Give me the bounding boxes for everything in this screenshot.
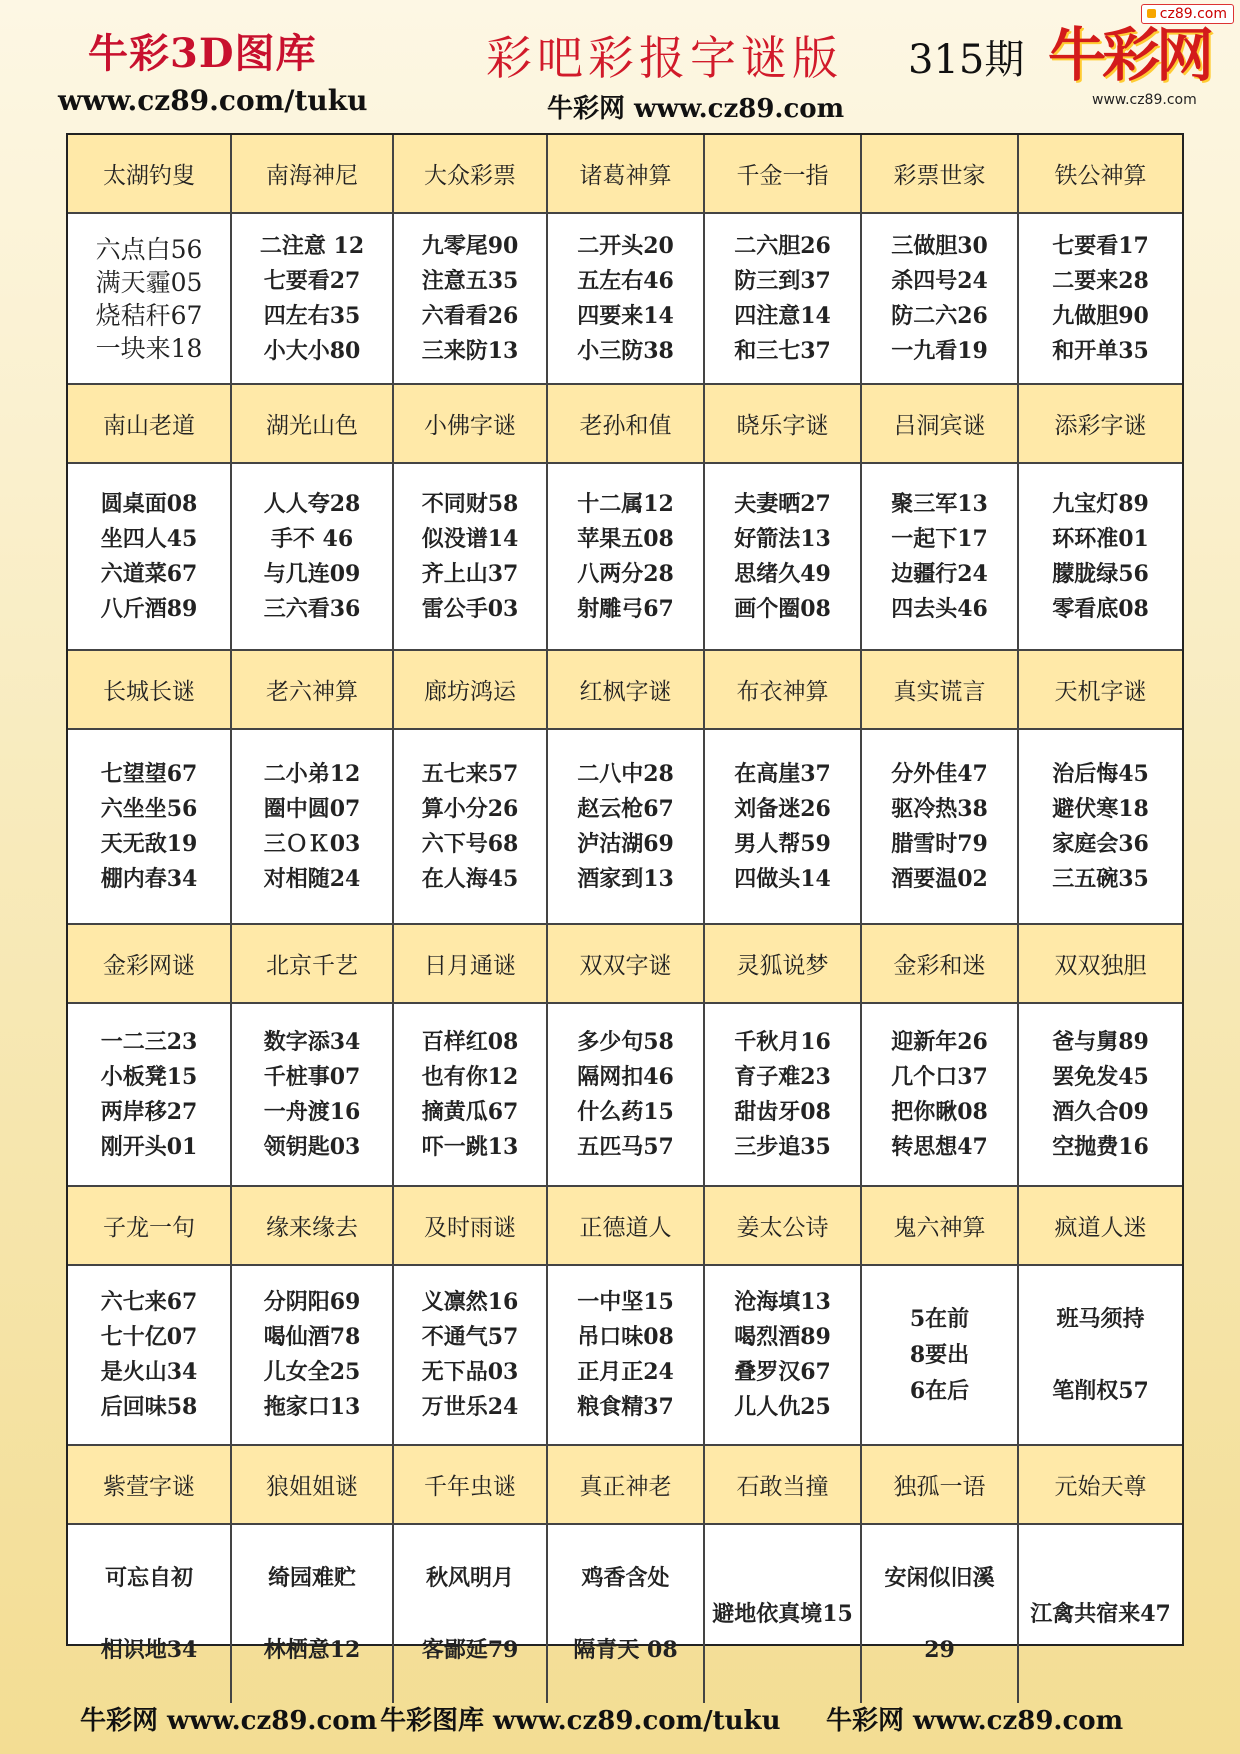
prediction-cell xyxy=(232,464,394,651)
prediction-line: 数字添34 xyxy=(263,1028,361,1055)
prediction-line: 是火山34 xyxy=(100,1359,198,1385)
column-header: 灵狐说梦 xyxy=(705,925,862,1004)
column-header: 及时雨谜 xyxy=(394,1187,548,1266)
prediction-line: 领钥匙03 xyxy=(263,1133,361,1160)
prediction-line: 杀四号24 xyxy=(891,267,988,294)
prediction-line: 好箭法13 xyxy=(734,525,831,552)
prediction-line: 六下号68 xyxy=(421,830,519,857)
logo xyxy=(1048,20,1212,112)
prediction-line: 家庭会36 xyxy=(1052,830,1149,857)
prediction-line: 治后悔45 xyxy=(1052,760,1149,787)
prediction-line: 隔网扣46 xyxy=(577,1063,674,1090)
prediction-line: 无下品03 xyxy=(421,1359,519,1385)
prediction-line: 天无敌19 xyxy=(100,830,198,857)
prediction-line: 喝烈酒89 xyxy=(734,1324,831,1350)
prediction-line: 空抛费16 xyxy=(1052,1133,1149,1160)
prediction-line: 百样红08 xyxy=(421,1028,519,1055)
issue-number: 315期 xyxy=(908,37,1025,83)
prediction-line: 与几连09 xyxy=(263,560,361,587)
column-header: 添彩字谜 xyxy=(1019,385,1182,464)
prediction-cell xyxy=(232,730,394,925)
prediction-line: 男人帮59 xyxy=(734,830,831,857)
prediction-line: 分外佳47 xyxy=(891,760,988,787)
prediction-line: 客鄙延79 xyxy=(421,1637,519,1663)
prediction-line: 四要来14 xyxy=(577,302,674,329)
prediction-line: 算小分26 xyxy=(421,795,519,822)
prediction-line: 江禽共宿来47 xyxy=(1030,1600,1171,1627)
prediction-line: 吊口味08 xyxy=(577,1324,674,1350)
prediction-line: 二小弟12 xyxy=(263,760,361,787)
prediction-line: 小大小80 xyxy=(263,337,361,364)
prediction-line: 三五碗35 xyxy=(1052,865,1149,892)
prediction-line: 什么药15 xyxy=(577,1098,674,1125)
prediction-cell xyxy=(68,214,232,385)
prediction-line: 圈中圆07 xyxy=(263,795,361,822)
column-header: 老六神算 xyxy=(232,651,394,730)
prediction-line: 迎新年26 xyxy=(891,1028,988,1055)
column-header: 鬼六神算 xyxy=(862,1187,1019,1266)
prediction-line: 小板凳15 xyxy=(100,1063,198,1090)
prediction-line: 转思想47 xyxy=(891,1133,988,1160)
site-icon xyxy=(1147,9,1156,18)
prediction-line: 5在前 xyxy=(909,1306,970,1332)
prediction-line: 千秋月16 xyxy=(734,1028,831,1055)
prediction-cell xyxy=(548,1266,705,1446)
prediction-line: 一舟渡16 xyxy=(263,1098,361,1125)
prediction-line: 四注意14 xyxy=(734,302,831,329)
prediction-line: 酒久合09 xyxy=(1052,1098,1149,1125)
prediction-cell xyxy=(68,1525,232,1703)
prediction-line: 手不 46 xyxy=(270,525,354,552)
prediction-cell xyxy=(68,1266,232,1446)
prediction-line: 三六看36 xyxy=(263,595,361,622)
prediction-line: 和开单35 xyxy=(1052,337,1149,364)
prediction-line: 正月正24 xyxy=(577,1359,674,1385)
column-header: 北京千艺 xyxy=(232,925,394,1004)
prediction-line: 8要出 xyxy=(909,1342,970,1368)
prediction-line: 雷公手03 xyxy=(421,595,519,622)
prediction-cell xyxy=(548,1525,705,1703)
prediction-line: 二六胆26 xyxy=(734,232,831,259)
prediction-line: 画个圈08 xyxy=(734,595,831,622)
prediction-cell xyxy=(548,730,705,925)
prediction-line: 六点白56 xyxy=(95,234,203,264)
top-url-text: cz89.com xyxy=(1159,6,1227,22)
prediction-line: 沧海填13 xyxy=(734,1289,831,1315)
prediction-line: 圆桌面08 xyxy=(100,490,198,517)
footer-link-site-2[interactable]: 牛彩网 www.cz89.com xyxy=(826,1706,1124,1736)
prediction-line: 6在后 xyxy=(909,1378,970,1404)
column-header: 姜太公诗 xyxy=(705,1187,862,1266)
prediction-line: 相识地34 xyxy=(100,1637,198,1663)
column-header: 彩票世家 xyxy=(862,135,1019,214)
prediction-line: 齐上山37 xyxy=(421,560,519,587)
prediction-line: 绮园难贮 xyxy=(267,1565,356,1591)
prediction-line: 赵云枪67 xyxy=(577,795,674,822)
prediction-line: 一起下17 xyxy=(891,525,988,552)
prediction-line: 七望望67 xyxy=(100,760,198,787)
prediction-cell xyxy=(1019,1525,1182,1703)
prediction-line: 鸡香含处 xyxy=(581,1565,670,1591)
prediction-line: 烧秸秆67 xyxy=(95,300,203,330)
prediction-line: 八两分28 xyxy=(577,560,674,587)
prediction-line: 笔削权57 xyxy=(1052,1378,1149,1404)
prediction-cell xyxy=(394,730,548,925)
prediction-line: 五匹马57 xyxy=(577,1133,674,1160)
prediction-line: 四去头46 xyxy=(891,595,988,622)
prediction-line: 对相随24 xyxy=(263,865,361,892)
prediction-cell xyxy=(705,1266,862,1446)
prediction-line: 射雕弓67 xyxy=(577,595,674,622)
prediction-line: 零看底08 xyxy=(1052,595,1149,622)
prediction-cell xyxy=(394,214,548,385)
prediction-cell xyxy=(68,464,232,651)
column-header: 吕洞宾谜 xyxy=(862,385,1019,464)
prediction-line: 刘备迷26 xyxy=(734,795,831,822)
prediction-line: 棚内春34 xyxy=(100,865,198,892)
prediction-line: 安闲似旧溪 xyxy=(884,1565,995,1591)
prediction-line: 二注意 12 xyxy=(259,232,365,259)
prediction-cell xyxy=(862,1525,1019,1703)
prediction-line: 分阴阳69 xyxy=(263,1289,361,1315)
prediction-line: 一九看19 xyxy=(891,337,988,364)
prediction-cell xyxy=(705,730,862,925)
prediction-line: 把你瞅08 xyxy=(891,1098,988,1125)
prediction-line: 十二属12 xyxy=(577,490,674,517)
column-header: 南山老道 xyxy=(68,385,232,464)
prediction-cell xyxy=(705,1004,862,1187)
prediction-line: 三做胆30 xyxy=(891,232,988,259)
prediction-cell xyxy=(232,214,394,385)
column-header: 千金一指 xyxy=(705,135,862,214)
column-header: 缘来缘去 xyxy=(232,1187,394,1266)
prediction-line: 酒家到13 xyxy=(577,865,674,892)
prediction-line: 不同财58 xyxy=(421,490,519,517)
prediction-line: 千桩事07 xyxy=(263,1063,361,1090)
prediction-line: 人人夸28 xyxy=(263,490,361,517)
prediction-line: 隔青天 08 xyxy=(573,1637,678,1663)
prediction-cell xyxy=(232,1004,394,1187)
column-header: 日月通谜 xyxy=(394,925,548,1004)
prediction-line: 甜齿牙08 xyxy=(734,1098,831,1125)
column-header: 独孤一语 xyxy=(862,1446,1019,1525)
prediction-line: 六坐坐56 xyxy=(100,795,198,822)
page-title: 彩吧彩报字谜版 xyxy=(486,31,843,85)
prediction-line: 在高崖37 xyxy=(734,760,831,787)
prediction-cell xyxy=(1019,1004,1182,1187)
prediction-line: 似没谱14 xyxy=(421,525,519,552)
prediction-cell xyxy=(862,214,1019,385)
prediction-line: 六道菜67 xyxy=(100,560,198,587)
prediction-cell xyxy=(862,464,1019,651)
column-header: 小佛字谜 xyxy=(394,385,548,464)
prediction-line: 一中坚15 xyxy=(577,1289,674,1315)
prediction-line: 儿女全25 xyxy=(263,1359,361,1385)
column-header: 真实谎言 xyxy=(862,651,1019,730)
prediction-line: 注意五35 xyxy=(421,267,519,294)
riddle-table xyxy=(66,133,1184,1663)
prediction-cell xyxy=(862,730,1019,925)
logo-url: www.cz89.com xyxy=(1092,92,1197,108)
prediction-cell xyxy=(1019,730,1182,925)
prediction-line: 七要看17 xyxy=(1052,232,1149,259)
prediction-line: 七十亿07 xyxy=(100,1324,198,1350)
column-header: 千年虫谜 xyxy=(394,1446,548,1525)
prediction-line: 二要来28 xyxy=(1052,267,1149,294)
prediction-line: 环环准01 xyxy=(1052,525,1149,552)
prediction-line: 也有你12 xyxy=(421,1063,519,1090)
prediction-cell xyxy=(232,1266,394,1446)
prediction-cell xyxy=(705,214,862,385)
prediction-line: 叠罗汉67 xyxy=(734,1359,831,1385)
prediction-line: 在人海45 xyxy=(421,865,519,892)
column-header: 铁公神算 xyxy=(1019,135,1182,214)
prediction-line: 和三七37 xyxy=(734,337,831,364)
prediction-line: 五左右46 xyxy=(577,267,674,294)
prediction-line: 四左右35 xyxy=(263,302,361,329)
column-header: 狼姐姐谜 xyxy=(232,1446,394,1525)
prediction-line: 三来防13 xyxy=(421,337,519,364)
prediction-line: 九零尾90 xyxy=(421,232,519,259)
column-header: 双双字谜 xyxy=(548,925,705,1004)
prediction-line: 一二三23 xyxy=(100,1028,198,1055)
prediction-line: 粮食精37 xyxy=(577,1394,674,1420)
prediction-line: 边疆行24 xyxy=(891,560,988,587)
prediction-cell xyxy=(862,1004,1019,1187)
prediction-line: 爸与舅89 xyxy=(1052,1028,1149,1055)
prediction-line: 吓一跳13 xyxy=(421,1133,519,1160)
column-header: 金彩和迷 xyxy=(862,925,1019,1004)
prediction-cell xyxy=(1019,214,1182,385)
column-header: 石敢当撞 xyxy=(705,1446,862,1525)
prediction-cell xyxy=(705,464,862,651)
prediction-line: 万世乐24 xyxy=(421,1394,519,1420)
column-header: 太湖钓叟 xyxy=(68,135,232,214)
column-header: 金彩网谜 xyxy=(68,925,232,1004)
prediction-line: 九宝灯89 xyxy=(1052,490,1149,517)
prediction-cell xyxy=(705,1525,862,1703)
column-header: 长城长谜 xyxy=(68,651,232,730)
prediction-line: 五七来57 xyxy=(421,760,519,787)
column-header: 子龙一句 xyxy=(68,1187,232,1266)
prediction-line: 六七来67 xyxy=(100,1289,198,1315)
prediction-line: 育子难23 xyxy=(734,1063,831,1090)
column-header: 老孙和值 xyxy=(548,385,705,464)
prediction-cell xyxy=(862,1266,1019,1446)
prediction-line: 义凛然16 xyxy=(421,1289,519,1315)
prediction-line: 避地依真境15 xyxy=(712,1600,853,1627)
prediction-line: 小三防38 xyxy=(577,337,674,364)
prediction-cell xyxy=(68,1004,232,1187)
prediction-line: 七要看27 xyxy=(263,267,361,294)
prediction-line: 坐四人45 xyxy=(100,525,198,552)
prediction-cell xyxy=(548,214,705,385)
prediction-line: 思绪久49 xyxy=(734,560,831,587)
prediction-line: 三ＯＫ03 xyxy=(263,830,361,857)
column-header: 元始天尊 xyxy=(1019,1446,1182,1525)
column-header: 疯道人迷 xyxy=(1019,1187,1182,1266)
prediction-cell xyxy=(394,1525,548,1703)
prediction-line: 两岸移27 xyxy=(100,1098,198,1125)
prediction-line: 防二六26 xyxy=(891,302,988,329)
prediction-cell xyxy=(1019,464,1182,651)
prediction-line: 满天霾05 xyxy=(95,267,203,297)
column-header: 红枫字谜 xyxy=(548,651,705,730)
column-header: 双双独胆 xyxy=(1019,925,1182,1004)
prediction-line: 八斤酒89 xyxy=(100,595,198,622)
site-url: 牛彩网 www.cz89.com xyxy=(547,94,845,124)
prediction-cell xyxy=(394,464,548,651)
prediction-line: 朦胧绿56 xyxy=(1052,560,1149,587)
prediction-line: 林栖意12 xyxy=(263,1637,361,1663)
prediction-line: 班马须持 xyxy=(1056,1306,1145,1332)
prediction-line: 四做头14 xyxy=(734,865,831,892)
column-header: 大众彩票 xyxy=(394,135,548,214)
prediction-line: 不通气57 xyxy=(421,1324,519,1350)
column-header: 湖光山色 xyxy=(232,385,394,464)
prediction-line: 苹果五08 xyxy=(577,525,674,552)
column-header: 紫萱字谜 xyxy=(68,1446,232,1525)
column-header: 天机字谜 xyxy=(1019,651,1182,730)
prediction-cell xyxy=(68,730,232,925)
prediction-line: 一块来18 xyxy=(95,333,203,363)
prediction-cell xyxy=(548,464,705,651)
prediction-line: 罢免发45 xyxy=(1052,1063,1149,1090)
column-header: 晓乐字谜 xyxy=(705,385,862,464)
prediction-line: 腊雪时79 xyxy=(891,830,988,857)
column-header: 真正神老 xyxy=(548,1446,705,1525)
prediction-line: 后回味58 xyxy=(100,1394,198,1420)
column-header: 廊坊鸿运 xyxy=(394,651,548,730)
prediction-line: 防三到37 xyxy=(734,267,831,294)
column-header: 布衣神算 xyxy=(705,651,862,730)
column-header: 诸葛神算 xyxy=(548,135,705,214)
footer-link-site[interactable]: 牛彩网 www.cz89.com xyxy=(80,1706,378,1736)
prediction-cell xyxy=(394,1004,548,1187)
prediction-line: 儿人仇25 xyxy=(734,1394,831,1420)
prediction-cell xyxy=(232,1525,394,1703)
prediction-line: 驱冷热38 xyxy=(891,795,988,822)
footer-link-tuku[interactable]: 牛彩图库 www.cz89.com/tuku xyxy=(380,1706,781,1736)
prediction-line: 多少句58 xyxy=(577,1028,674,1055)
prediction-line: 几个口37 xyxy=(891,1063,988,1090)
prediction-line: 二八中28 xyxy=(577,760,674,787)
prediction-line: 刚开头01 xyxy=(100,1133,198,1160)
prediction-line: 泸沽湖69 xyxy=(577,830,674,857)
prediction-cell xyxy=(548,1004,705,1187)
prediction-line: 秋风明月 xyxy=(425,1565,514,1591)
prediction-line: 三步追35 xyxy=(734,1133,831,1160)
prediction-line: 喝仙酒78 xyxy=(263,1324,361,1350)
prediction-cell xyxy=(394,1266,548,1446)
logo-text: 牛彩网 xyxy=(1048,21,1211,89)
prediction-line: 避伏寒18 xyxy=(1052,795,1149,822)
prediction-line: 二开头20 xyxy=(577,232,674,259)
prediction-line: 聚三军13 xyxy=(891,490,988,517)
column-header: 南海神尼 xyxy=(232,135,394,214)
column-header: 正德道人 xyxy=(548,1187,705,1266)
prediction-line: 夫妻晒27 xyxy=(734,490,831,517)
brand-title: 牛彩3D图库 xyxy=(88,30,317,77)
prediction-line: 可忘自初 xyxy=(104,1565,193,1591)
prediction-line: 酒要温02 xyxy=(891,865,988,892)
prediction-line: 六看看26 xyxy=(421,302,519,329)
prediction-line: 摘黄瓜67 xyxy=(421,1098,519,1125)
prediction-line: 29 xyxy=(924,1637,955,1663)
prediction-line: 拖家口13 xyxy=(263,1394,361,1420)
brand-url: www.cz89.com/tuku xyxy=(58,84,368,117)
prediction-line: 九做胆90 xyxy=(1052,302,1149,329)
prediction-cell xyxy=(1019,1266,1182,1446)
